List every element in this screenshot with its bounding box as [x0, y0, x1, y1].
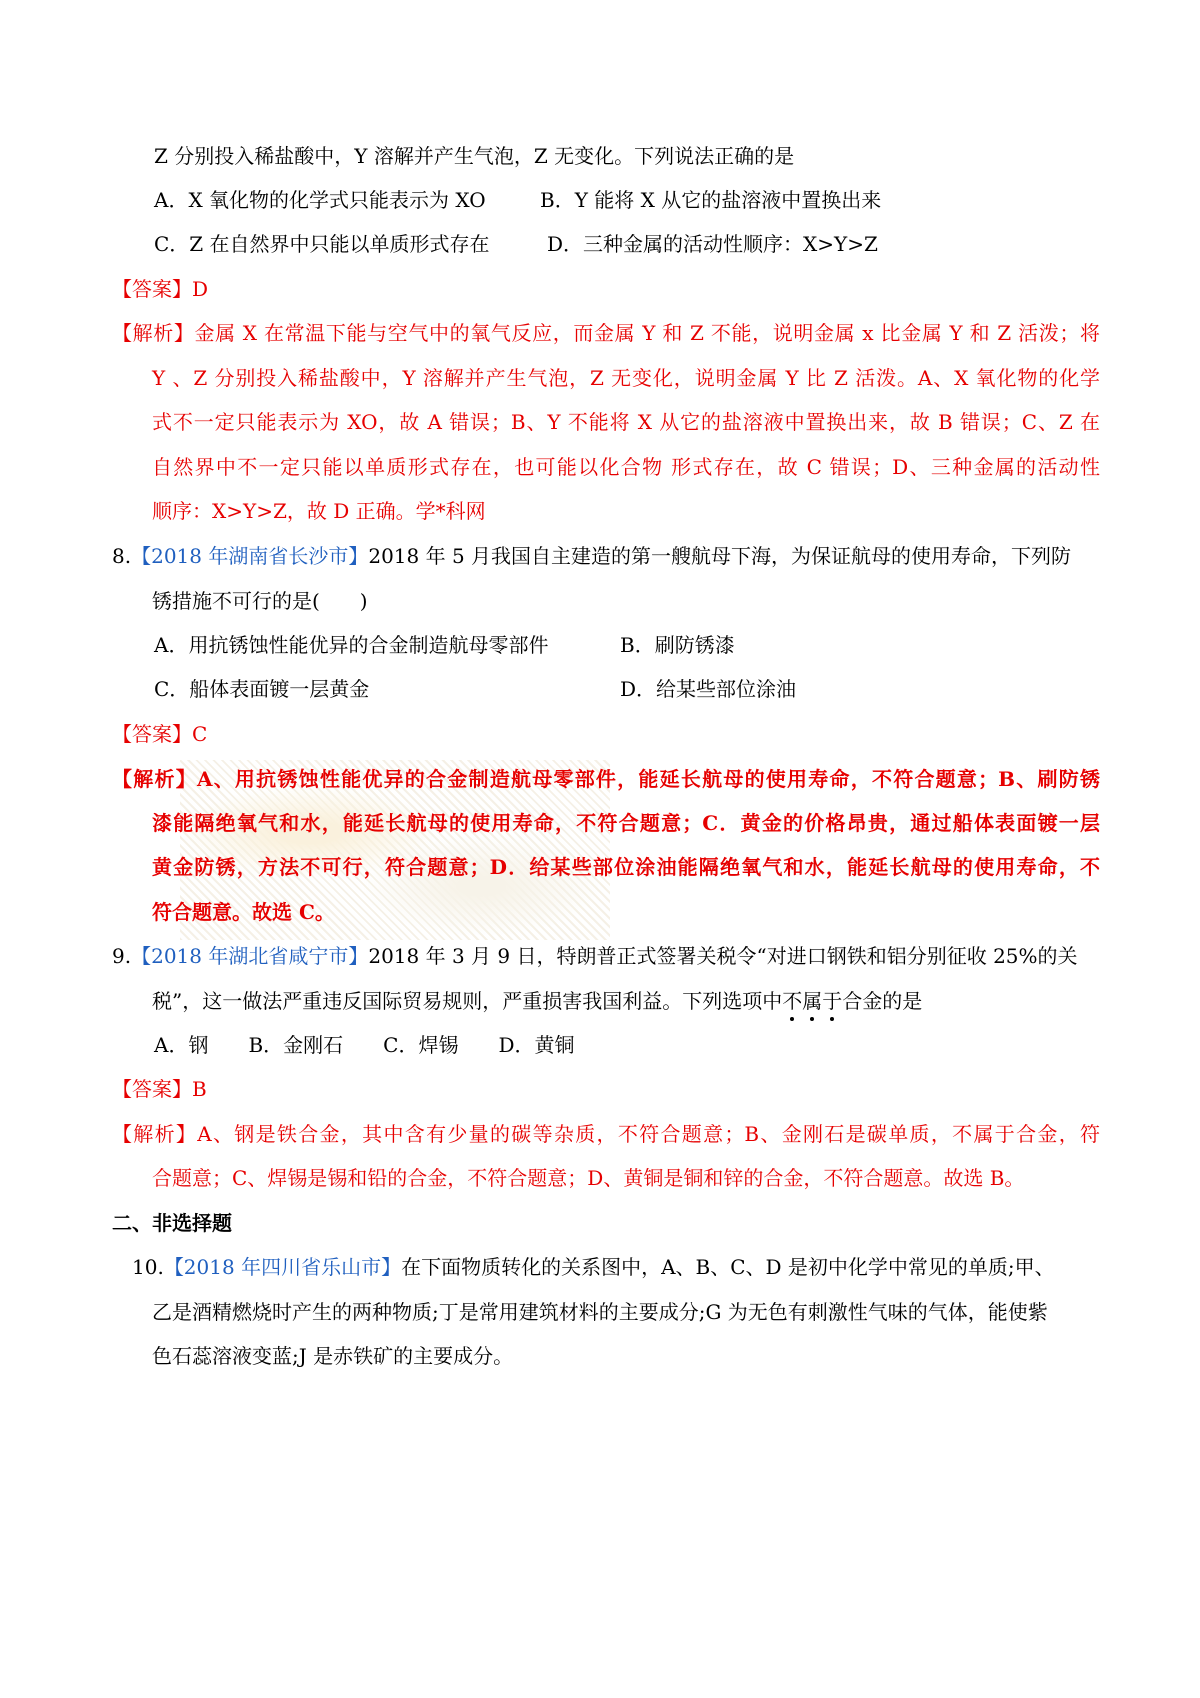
q9-answer: 【答案】B — [112, 1077, 207, 1101]
q7-analysis-line: 顺序：X>Y>Z，故 D 正确。学*科网 — [152, 499, 486, 523]
q9-stem — [112, 944, 1078, 968]
q9-stem-text: 合金的是 — [842, 989, 923, 1013]
q10-stem-line3: 色石蕊溶液变蓝;J 是赤铁矿的主要成分。 — [152, 1344, 514, 1368]
q8-stem-line2: 锈措施不可行的是( ) — [152, 589, 368, 613]
source-tag: 【2018 年湖南省长沙市】 — [131, 544, 369, 568]
q8-option-a: A．用抗锈蚀性能优异的合金制造航母零部件 — [154, 633, 549, 657]
emphasis-char — [822, 989, 842, 1013]
q7-option-b: B．Y 能将 X 从它的盐溶液中置换出来 — [540, 188, 882, 212]
question-number: 8. — [112, 544, 132, 568]
q8-option-b: B．刷防锈漆 — [620, 633, 735, 657]
question-number: 10. — [132, 1255, 164, 1279]
q8-option-c: C．船体表面镀一层黄金 — [154, 677, 370, 701]
emphasis-dot — [790, 1017, 794, 1021]
q9-stem-text: 税”，这一做法严重违反国际贸易规则，严重损害我国利益。下列选项中 — [152, 989, 783, 1013]
q7-option-c: C．Z 在自然界中只能以单质形式存在 — [154, 232, 490, 256]
q9-analysis-line: 合题意；C、焊锡是锡和铅的合金，不符合题意；D、黄铜是铜和锌的合金，不符合题意。故选 B。 — [152, 1166, 1025, 1190]
q9-analysis-line: 【解析】A、钢是铁合金，其中含有少量的碳等杂质，不符合题意；B、金刚石是碳单质，不属于合金，符 — [112, 1122, 1100, 1146]
q8-analysis-line: 符合题意。故选 C。 — [152, 900, 335, 924]
q8-answer: 【答案】C — [112, 722, 208, 746]
source-tag: 【2018 年四川省乐山市】 — [163, 1255, 402, 1279]
emphasis-dot — [830, 1017, 834, 1021]
emphasis-dot — [810, 1017, 814, 1021]
q10-stem — [132, 1255, 1055, 1279]
q7-option-d: D．三种金属的活动性顺序：X>Y>Z — [547, 232, 878, 256]
q7-analysis-line: 式不一定只能表示为 XO，故 A 错误；B、Y 不能将 X 从它的盐溶液中置换出来，故 B 错误；C、Z 在 — [152, 410, 1100, 434]
q9-options: A．钢 B．金刚石 C．焊锡 D．黄铜 — [154, 1033, 575, 1057]
question-number: 9. — [112, 944, 132, 968]
q7-analysis-line: 自然界中不一定只能以单质形式存在，也可能以化合物 形式存在，故 C 错误；D、三种金属的活动性 — [152, 455, 1100, 479]
q7-analysis-line: Y 、Z 分别投入稀盐酸中，Y 溶解并产生气泡，Z 无变化，说明金属 Y 比 Z 活泼。A、X 氧化物的化学 — [152, 366, 1100, 390]
q8-stem-text: 2018 年 5 月我国自主建造的第一艘航母下海，为保证航母的使用寿命，下列防 — [368, 544, 1072, 568]
emphasis-char — [782, 989, 802, 1013]
q8-analysis-line: 【解析】A、用抗锈蚀性能优异的合金制造航母零部件，能延长航母的使用寿命，不符合题意；B、刷防锈 — [112, 767, 1100, 791]
emphasis-char-text: 于 — [822, 989, 843, 1013]
section-heading: 二、非选择题 — [112, 1211, 232, 1235]
emphasis-char-text: 不 — [782, 989, 803, 1013]
q7-answer: 【答案】D — [112, 277, 209, 301]
q8-stem — [112, 544, 1071, 568]
q7-stem-continuation: Z 分别投入稀盐酸中，Y 溶解并产生气泡，Z 无变化。下列说法正确的是 — [154, 144, 795, 168]
emphasis-char — [802, 989, 822, 1013]
q10-stem-line2: 乙是酒精燃烧时产生的两种物质;丁是常用建筑材料的主要成分;G 为无色有刺激性气味的气体，能使紫 — [152, 1300, 1048, 1324]
q10-stem-text: 在下面物质转化的关系图中，A、B、C、D 是初中化学中常见的单质;甲、 — [401, 1255, 1055, 1279]
q7-option-a: A．X 氧化物的化学式只能表示为 XO — [154, 188, 486, 212]
q8-analysis-line: 漆能隔绝氧气和水，能延长航母的使用寿命，不符合题意；C．黄金的价格昂贵，通过船体表面镀一层 — [152, 811, 1100, 835]
q9-stem-text: 2018 年 3 月 9 日，特朗普正式签署关税令“对进口钢铁和铝分别征收 25%的关 — [368, 944, 1078, 968]
q8-analysis-line: 黄金防锈，方法不可行，符合题意；D．给某些部位涂油能隔绝氧气和水，能延长航母的使用寿命，不 — [152, 855, 1100, 879]
source-tag: 【2018 年湖北省咸宁市】 — [131, 944, 369, 968]
emphasis-char-text: 属 — [802, 989, 823, 1013]
q8-option-d: D．给某些部位涂油 — [620, 677, 797, 701]
q7-analysis-line: 【解析】金属 X 在常温下能与空气中的氧气反应，而金属 Y 和 Z 不能，说明金属 x 比金属 Y 和 Z 活泼；将 — [112, 321, 1100, 345]
q9-stem-line2 — [152, 989, 922, 1013]
